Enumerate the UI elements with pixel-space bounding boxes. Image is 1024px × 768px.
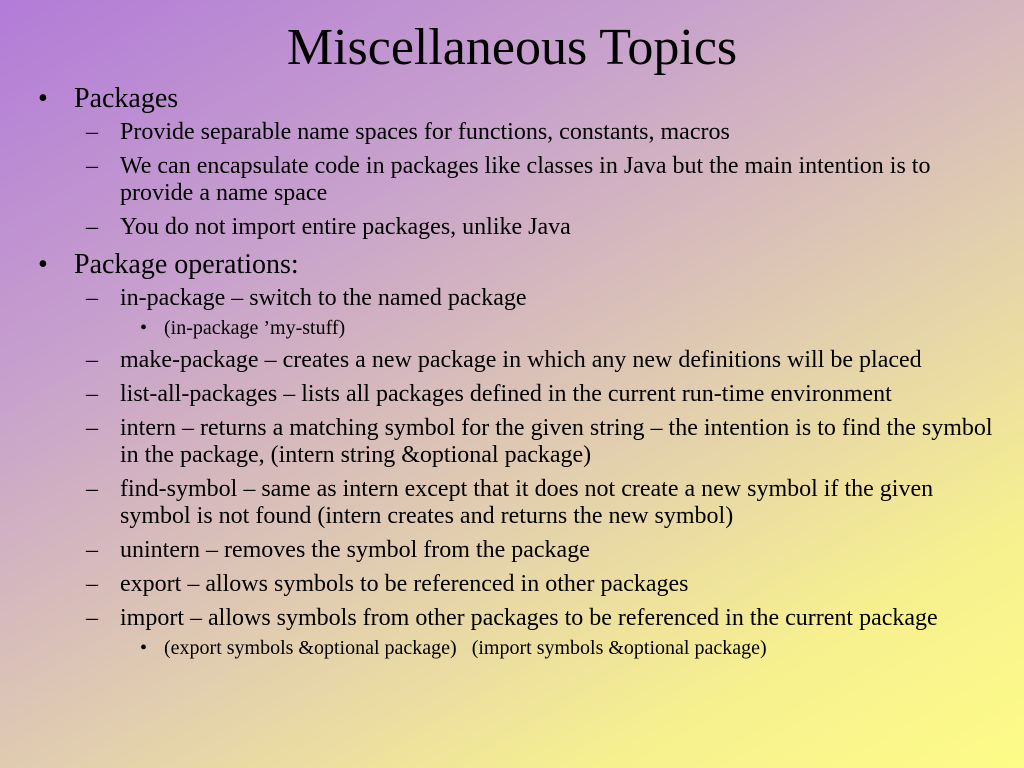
list-item <box>74 605 1000 660</box>
sub-list <box>74 285 1000 660</box>
list-item <box>74 571 1000 598</box>
code-example-text: (export symbols &optional package) (import symbols &optional package) <box>164 637 767 659</box>
list-item <box>74 119 1000 146</box>
list-item <box>74 476 1000 530</box>
dash-icon: – <box>86 605 98 631</box>
sub-list <box>74 119 1000 241</box>
dash-icon: – <box>86 214 98 240</box>
list-item-text: make-package – creates a new package in which any new definitions will be placed <box>120 347 922 373</box>
list-item <box>74 381 1000 408</box>
slide-title: Miscellaneous Topics <box>286 19 738 76</box>
list-item <box>74 537 1000 564</box>
list-item-text: We can encapsulate code in packages like classes in Java but the main intention is to provide a name space <box>120 153 931 206</box>
list-item <box>74 415 1000 469</box>
list-item-text: intern – returns a matching symbol for the given string – the intention is to find the symbol in the package, (intern string &optional package) <box>120 415 993 468</box>
bullet-list <box>30 80 1000 667</box>
list-item-text: unintern – removes the symbol from the package <box>120 537 590 563</box>
list-item-text: find-symbol – same as intern except that it does not create a new symbol if the given symbol is not found (intern creates and returns the new symbol) <box>120 476 934 529</box>
list-item <box>74 214 1000 241</box>
sub-sub-list <box>120 316 1000 340</box>
bullet-dot-icon: • <box>38 83 48 114</box>
section-package-operations <box>30 248 1000 660</box>
list-item <box>74 347 1000 374</box>
sub-sub-list <box>120 636 1000 660</box>
code-example <box>120 316 1000 340</box>
bullet-dot-icon: • <box>38 249 48 280</box>
list-item <box>74 153 1000 207</box>
bullet-dot-icon: • <box>140 317 148 339</box>
section-heading: Package operations: <box>74 249 299 280</box>
code-example-text: (in-package ’my-stuff) <box>164 317 346 339</box>
section-heading: Packages <box>74 83 179 114</box>
dash-icon: – <box>86 119 98 145</box>
list-item-text: Provide separable name spaces for functions, constants, macros <box>120 119 730 145</box>
dash-icon: – <box>86 476 98 502</box>
list-item-text: list-all-packages – lists all packages defined in the current run-time environment <box>120 381 892 407</box>
dash-icon: – <box>86 571 98 597</box>
list-item-text: in-package – switch to the named package <box>120 285 527 311</box>
section-packages <box>30 82 1000 241</box>
list-item-text: You do not import entire packages, unlike Java <box>120 214 571 240</box>
bullet-dot-icon: • <box>140 637 148 659</box>
dash-icon: – <box>86 415 98 441</box>
dash-icon: – <box>86 347 98 373</box>
dash-icon: – <box>86 285 98 311</box>
list-item-text: import – allows symbols from other packages to be referenced in the current package <box>120 605 938 631</box>
dash-icon: – <box>86 381 98 407</box>
list-item-text: export – allows symbols to be referenced in other packages <box>120 571 689 597</box>
list-item <box>74 285 1000 340</box>
code-example <box>120 636 1000 660</box>
dash-icon: – <box>86 537 98 563</box>
dash-icon: – <box>86 153 98 179</box>
